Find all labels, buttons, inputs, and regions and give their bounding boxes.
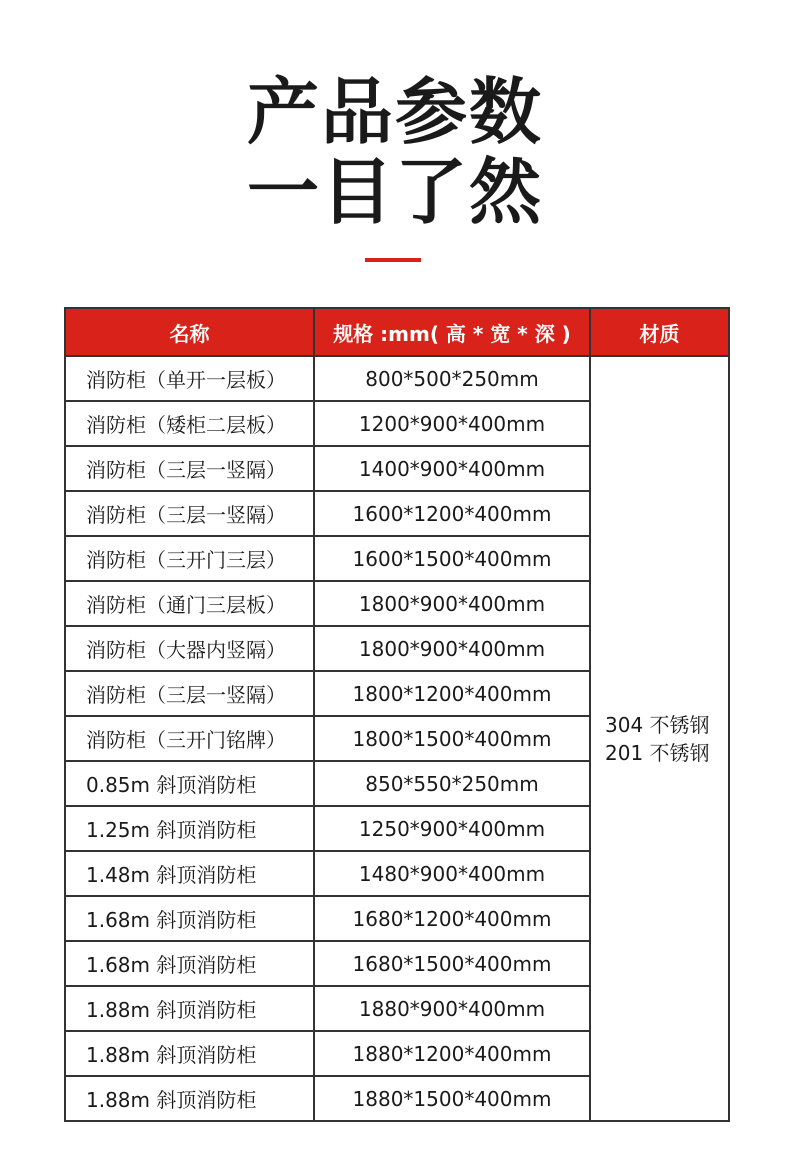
page-title-line-2: 一目了然 [246, 150, 543, 234]
cell-spec: 800*500*250mm [314, 356, 590, 401]
cell-spec: 1680*1500*400mm [314, 941, 590, 986]
cell-spec: 1600*1500*400mm [314, 536, 590, 581]
cell-name: 1.68m 斜顶消防柜 [65, 896, 314, 941]
spec-table [64, 307, 730, 1122]
cell-name: 消防柜（三开门铭牌） [65, 716, 314, 761]
cell-name: 1.88m 斜顶消防柜 [65, 1076, 314, 1121]
material-line-2: 201 不锈钢 [605, 740, 710, 765]
cell-spec: 1880*1500*400mm [314, 1076, 590, 1121]
cell-spec: 1600*1200*400mm [314, 491, 590, 536]
cell-spec: 1250*900*400mm [314, 806, 590, 851]
cell-spec: 1800*900*400mm [314, 626, 590, 671]
title-divider [365, 258, 421, 262]
cell-spec: 1800*1500*400mm [314, 716, 590, 761]
cell-spec: 850*550*250mm [314, 761, 590, 806]
cell-name: 1.88m 斜顶消防柜 [65, 1031, 314, 1076]
header-material: 材质 [590, 308, 729, 356]
cell-name: 消防柜（单开一层板） [65, 356, 314, 401]
material-line-1: 304 不锈钢 [605, 712, 710, 737]
cell-name: 消防柜（大器内竖隔） [65, 626, 314, 671]
cell-name: 消防柜（三层一竖隔） [65, 671, 314, 716]
cell-spec: 1880*1200*400mm [314, 1031, 590, 1076]
cell-spec: 1800*900*400mm [314, 581, 590, 626]
cell-spec: 1480*900*400mm [314, 851, 590, 896]
cell-name: 1.25m 斜顶消防柜 [65, 806, 314, 851]
cell-spec: 1400*900*400mm [314, 446, 590, 491]
cell-spec: 1800*1200*400mm [314, 671, 590, 716]
cell-name: 消防柜（通门三层板） [65, 581, 314, 626]
cell-name: 消防柜（三层一竖隔） [65, 491, 314, 536]
cell-material [590, 356, 729, 1121]
cell-spec: 1880*900*400mm [314, 986, 590, 1031]
cell-name: 消防柜（矮柜二层板） [65, 401, 314, 446]
cell-name: 消防柜（三开门三层） [65, 536, 314, 581]
cell-name: 0.85m 斜顶消防柜 [65, 761, 314, 806]
header-spec: 规格 :mm( 高 * 宽 * 深 ) [314, 308, 590, 356]
header-name: 名称 [65, 308, 314, 356]
cell-name: 1.88m 斜顶消防柜 [65, 986, 314, 1031]
cell-name: 1.68m 斜顶消防柜 [65, 941, 314, 986]
cell-name: 消防柜（三层一竖隔） [65, 446, 314, 491]
table-row [65, 356, 729, 401]
cell-spec: 1680*1200*400mm [314, 896, 590, 941]
table-header-row [65, 308, 729, 356]
cell-spec: 1200*900*400mm [314, 401, 590, 446]
cell-name: 1.48m 斜顶消防柜 [65, 851, 314, 896]
page-title-line-1: 产品参数 [246, 70, 543, 154]
